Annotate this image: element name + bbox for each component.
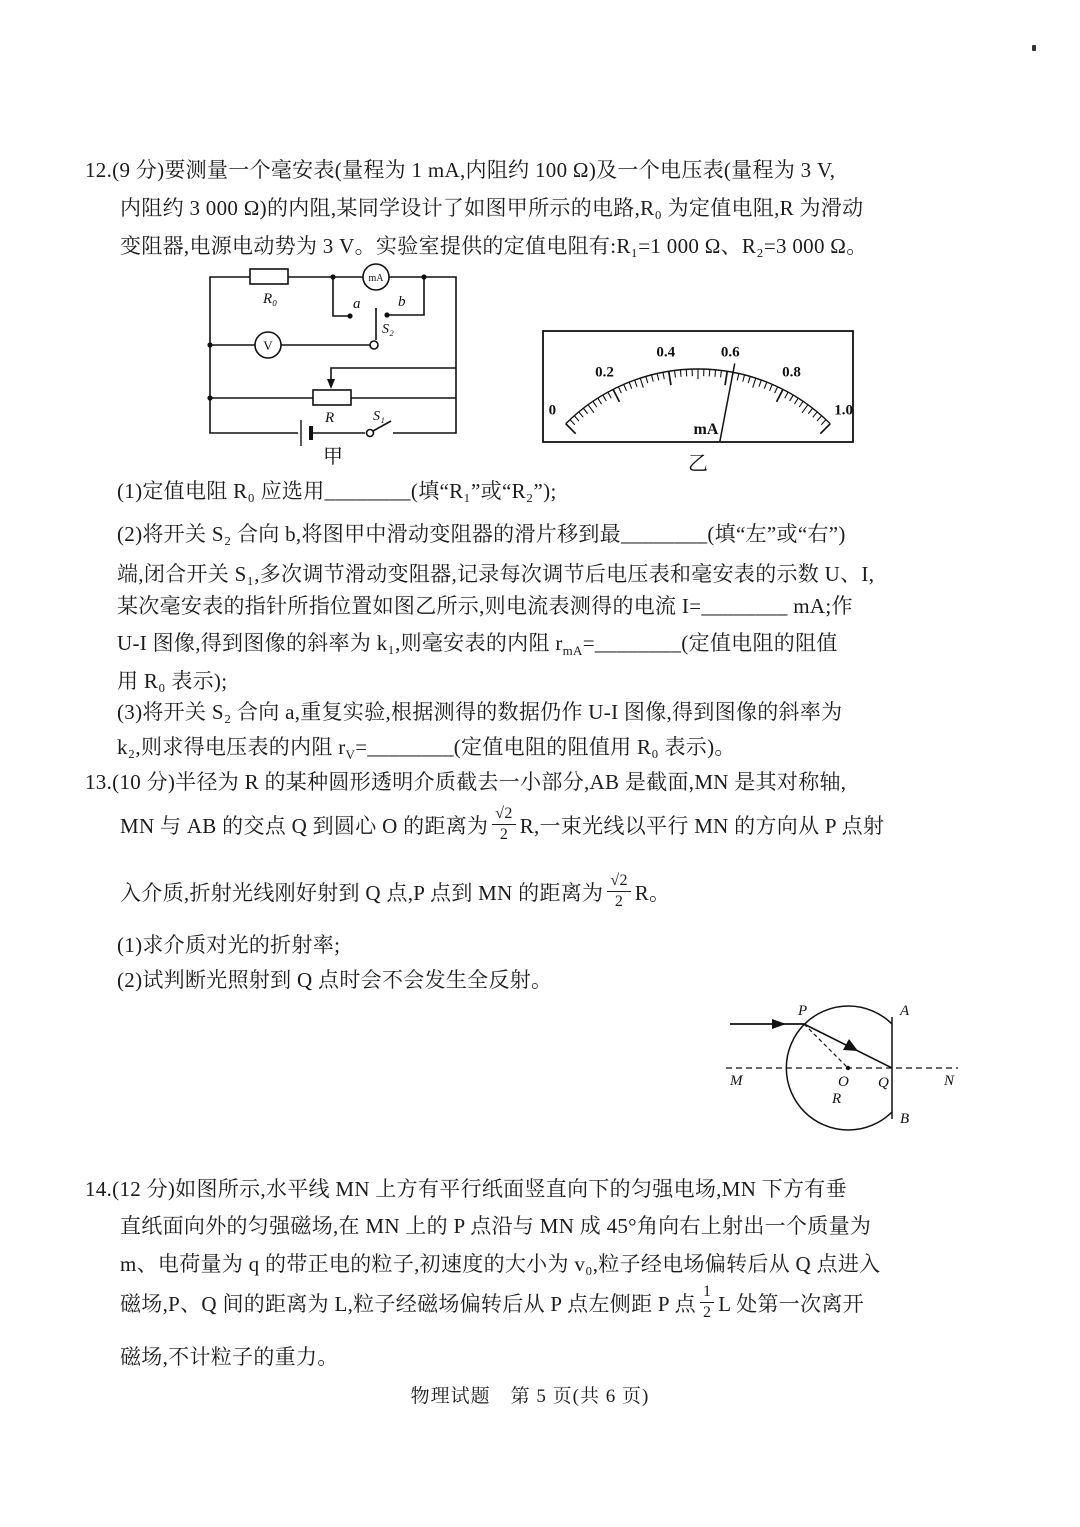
figure-label-O: O	[838, 1074, 849, 1090]
svg-text:0: 0	[548, 402, 557, 419]
q14-line-4	[120, 1284, 864, 1324]
q12-part3-line1: (3)将开关 S₂ 合向 a,重复实验,根据测得的数据仍作 U-I 图像,得到图像的斜率为	[117, 700, 843, 724]
page-footer: 物理试题 第 5 页(共 6 页)	[410, 1386, 650, 1407]
q14-line-2: 直纸面向外的匀强磁场,在 MN 上的 P 点沿与 MN 成 45°角向右上射出一个质量为	[120, 1214, 872, 1238]
figure-label-A: A	[900, 1003, 910, 1019]
q12-sub-ma: mA	[562, 643, 583, 659]
q12-part3-line2	[117, 733, 736, 764]
q12-part2-line5: 用 R₀ 表示);	[117, 669, 228, 693]
q13-part1: (1)求介质对光的折射率;	[117, 933, 341, 957]
q12-part3-line2-text: k₂,则求得电压表的内阻 r	[117, 735, 346, 759]
q12-part2-line4-tail: =________(定值电阻的阻值	[582, 631, 838, 655]
figure-label-B: B	[900, 1111, 910, 1127]
figure-label-P: P	[798, 1003, 808, 1019]
q12-part2-line2: 端,闭合开关 S₁,多次调节滑动变阻器,记录每次调节后电压表和毫安表的示数 U、I,	[117, 562, 875, 586]
voltmeter-icon: V	[263, 338, 273, 353]
circuit-label-s2: S₂	[382, 322, 394, 337]
figure-label-Q: Q	[878, 1075, 889, 1091]
q14-line-4-tail: L 处第一次离开	[718, 1291, 864, 1316]
figure-label-M: M	[730, 1073, 743, 1089]
scan-speck	[1032, 45, 1036, 51]
circuit-label-s1: S₁	[373, 409, 385, 424]
sqrt2-over-2-fraction	[607, 872, 630, 912]
q13-line-3	[120, 873, 670, 913]
q13-line-2-text: MN 与 AB 的交点 Q 到圆心 O 的距离为	[120, 813, 489, 838]
q13-line-3-text: 入介质,折射光线刚好射到 Q 点,P 点到 MN 的距离为	[120, 880, 604, 905]
sqrt2-over-2-fraction	[492, 805, 515, 845]
q13-line-3-tail: R。	[634, 880, 671, 905]
optics-figure	[708, 993, 978, 1143]
meter-unit: mA	[693, 421, 719, 438]
fraction-numerator: √2	[492, 805, 515, 825]
q13-line-2	[120, 806, 884, 846]
svg-text:1.0: 1.0	[834, 402, 854, 419]
q12-part2-line4-text: U-I 图像,得到图像的斜率为 k₁,则毫安表的内阻 r	[117, 631, 563, 655]
q14-line-1: 14.(12 分)如图所示,水平线 MN 上方有平行纸面竖直向下的匀强电场,MN 下方有垂	[85, 1177, 847, 1201]
one-half-fraction	[700, 1283, 714, 1323]
circuit-label-r0: R₀	[263, 291, 278, 307]
fraction-denominator: 2	[499, 826, 509, 844]
q13-line-2-tail: R,一束光线以平行 MN 的方向从 P 点射	[519, 813, 885, 838]
q14-line-3: m、电荷量为 q 的带正电的粒子,初速度的大小为 v₀,粒子经电场偏转后从 Q 点进入	[120, 1252, 881, 1276]
ammeter-scale-yi	[538, 324, 860, 476]
svg-text:0.2: 0.2	[595, 364, 614, 381]
svg-text:0.4: 0.4	[656, 344, 676, 361]
milliammeter-icon: mA	[368, 273, 384, 284]
q12-line-1: 12.(9 分)要测量一个毫安表(量程为 1 mA,内阻约 100 Ω)及一个电压表(量程为 3 V,	[85, 158, 836, 182]
q13-part2: (2)试判断光照射到 Q 点时会不会发生全反射。	[117, 968, 553, 992]
q12-part2-line3: 某次毫安表的指针所指位置如图乙所示,则电流表测得的电流 I=________ mA;作	[117, 594, 853, 618]
fraction-numerator: √2	[607, 872, 630, 892]
fraction-numerator: 1	[700, 1283, 714, 1303]
fraction-denominator: 2	[614, 893, 624, 911]
q12-line-2: 内阻约 3 000 Ω)的内阻,某同学设计了如图甲所示的电路,R₀ 为定值电阻,R 为滑动	[120, 196, 864, 220]
svg-text:0.8: 0.8	[782, 364, 801, 381]
q13-line-1: 13.(10 分)半径为 R 的某种圆形透明介质截去一小部分,AB 是截面,MN 是其对称轴,	[85, 770, 847, 794]
q12-part2-line4	[117, 629, 838, 660]
q14-line-5: 磁场,不计粒子的重力。	[120, 1345, 339, 1369]
fraction-denominator: 2	[702, 1304, 712, 1322]
q14-line-4-text: 磁场,P、Q 间的距离为 L,粒子经磁场偏转后从 P 点左侧距 P 点	[120, 1291, 696, 1316]
circuit-label-r: R	[325, 410, 335, 426]
svg-text:0.6: 0.6	[720, 344, 740, 361]
circuit-label-b: b	[398, 294, 406, 310]
q12-part3-line2-tail: =________(定值电阻的阻值用 R₀ 表示)。	[355, 735, 736, 759]
circuit-caption: 甲	[323, 446, 343, 468]
figure-label-R: R	[832, 1091, 842, 1107]
figure-label-N: N	[944, 1073, 955, 1089]
q12-sub-v: V	[345, 747, 356, 763]
q12-part1: (1)定值电阻 R₀ 应选用________(填“R₁”或“R₂”);	[117, 479, 557, 503]
q12-part2-line1: (2)将开关 S₂ 合向 b,将图甲中滑动变阻器的滑片移到最________(填“左”或“右”)	[117, 522, 846, 546]
circuit-diagram-jia	[193, 256, 473, 471]
meter-caption: 乙	[688, 453, 708, 475]
circuit-label-a: a	[353, 296, 361, 312]
q12-line-3: 变阻器,电源电动势为 3 V。实验室提供的定值电阻有:R₁=1 000 Ω、R₂=3 000 Ω。	[120, 234, 868, 258]
